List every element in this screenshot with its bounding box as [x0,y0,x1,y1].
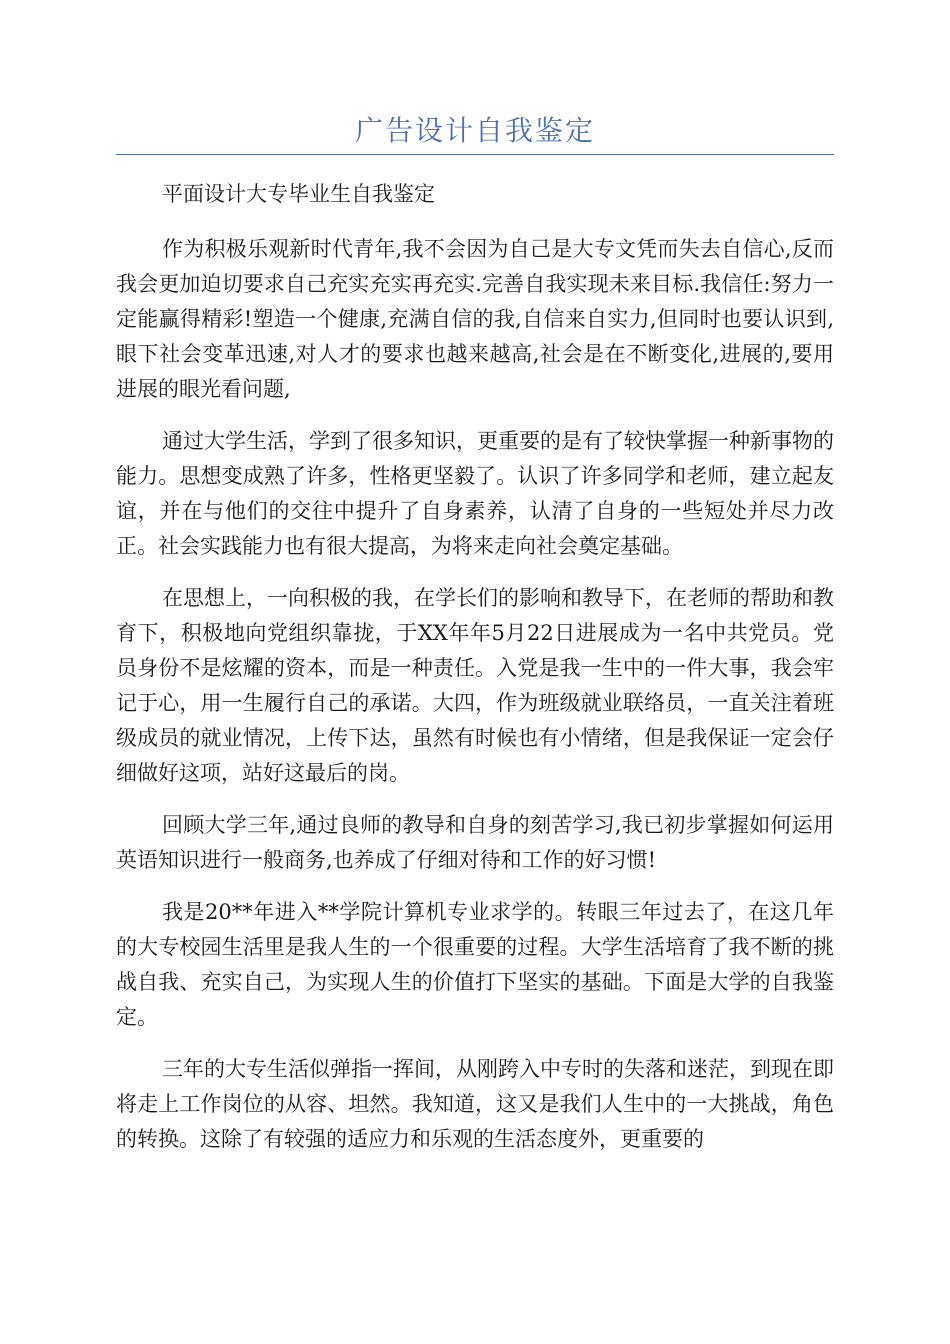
paragraph-4: 回顾大学三年,通过良师的教导和自身的刻苦学习,我已初步掌握如何运用英语知识进行一般商务,也养成了仔细对待和工作的好习惯! [116,813,834,872]
paragraph-1: 作为积极乐观新时代青年,我不会因为自己是大专文凭而失去自信心,反而我会更加迫切要求自己充实充实再充实.完善自我实现未来目标.我信任:努力一定能赢得精彩!塑造一个健康,充满自信的我,自信来自实力,但同时也要认识到,眼下社会变革迅速,对人才的要求也越来越高,社会是在不断变化,进展的,要用进展的眼光看问题, [116,237,834,401]
paragraph-5: 我是20**年进入**学院计算机专业求学的。转眼三年过去了，在这几年的大专校园生活里是我人生的一个很重要的过程。大学生活培育了我不断的挑战自我、充实自己，为实现人生的价值打下坚实的基础。下面是大学的自我鉴定。 [116,900,834,1029]
paragraph-2: 通过大学生活，学到了很多知识，更重要的是有了较快掌握一种新事物的能力。思想变成熟了许多，性格更坚毅了。认识了许多同学和老师，建立起友谊，并在与他们的交往中提升了自身素养，认清了自身的一些短处并尽力改正。社会实践能力也有很大提高，为将来走向社会奠定基础。 [116,429,834,558]
paragraph-3: 在思想上，一向积极的我，在学长们的影响和教导下，在老师的帮助和教育下，积极地向党组织靠拢，于XX年年5月22日进展成为一名中共党员。党员身份不是炫耀的资本，而是一种责任。入党是我一生中的一件大事，我会牢记于心，用一生履行自己的承诺。大四，作为班级就业联络员，一直关注着班级成员的就业情况，上传下达，虽然有时候也有小情绪，但是我保证一定会仔细做好这项，站好这最后的岗。 [116,586,834,785]
paragraph-6: 三年的大专生活似弹指一挥间，从刚跨入中专时的失落和迷茫，到现在即将走上工作岗位的从容、坦然。我知道，这又是我们人生中的一大挑战，角色的转换。这除了有较强的适应力和乐观的生活态度外，更重要的 [116,1057,834,1151]
title-block [116,112,834,155]
document-title: 广告设计自我鉴定 [354,114,595,147]
document-body [116,176,834,1174]
document-subtitle: 平面设计大专毕业生自我鉴定 [162,182,435,206]
